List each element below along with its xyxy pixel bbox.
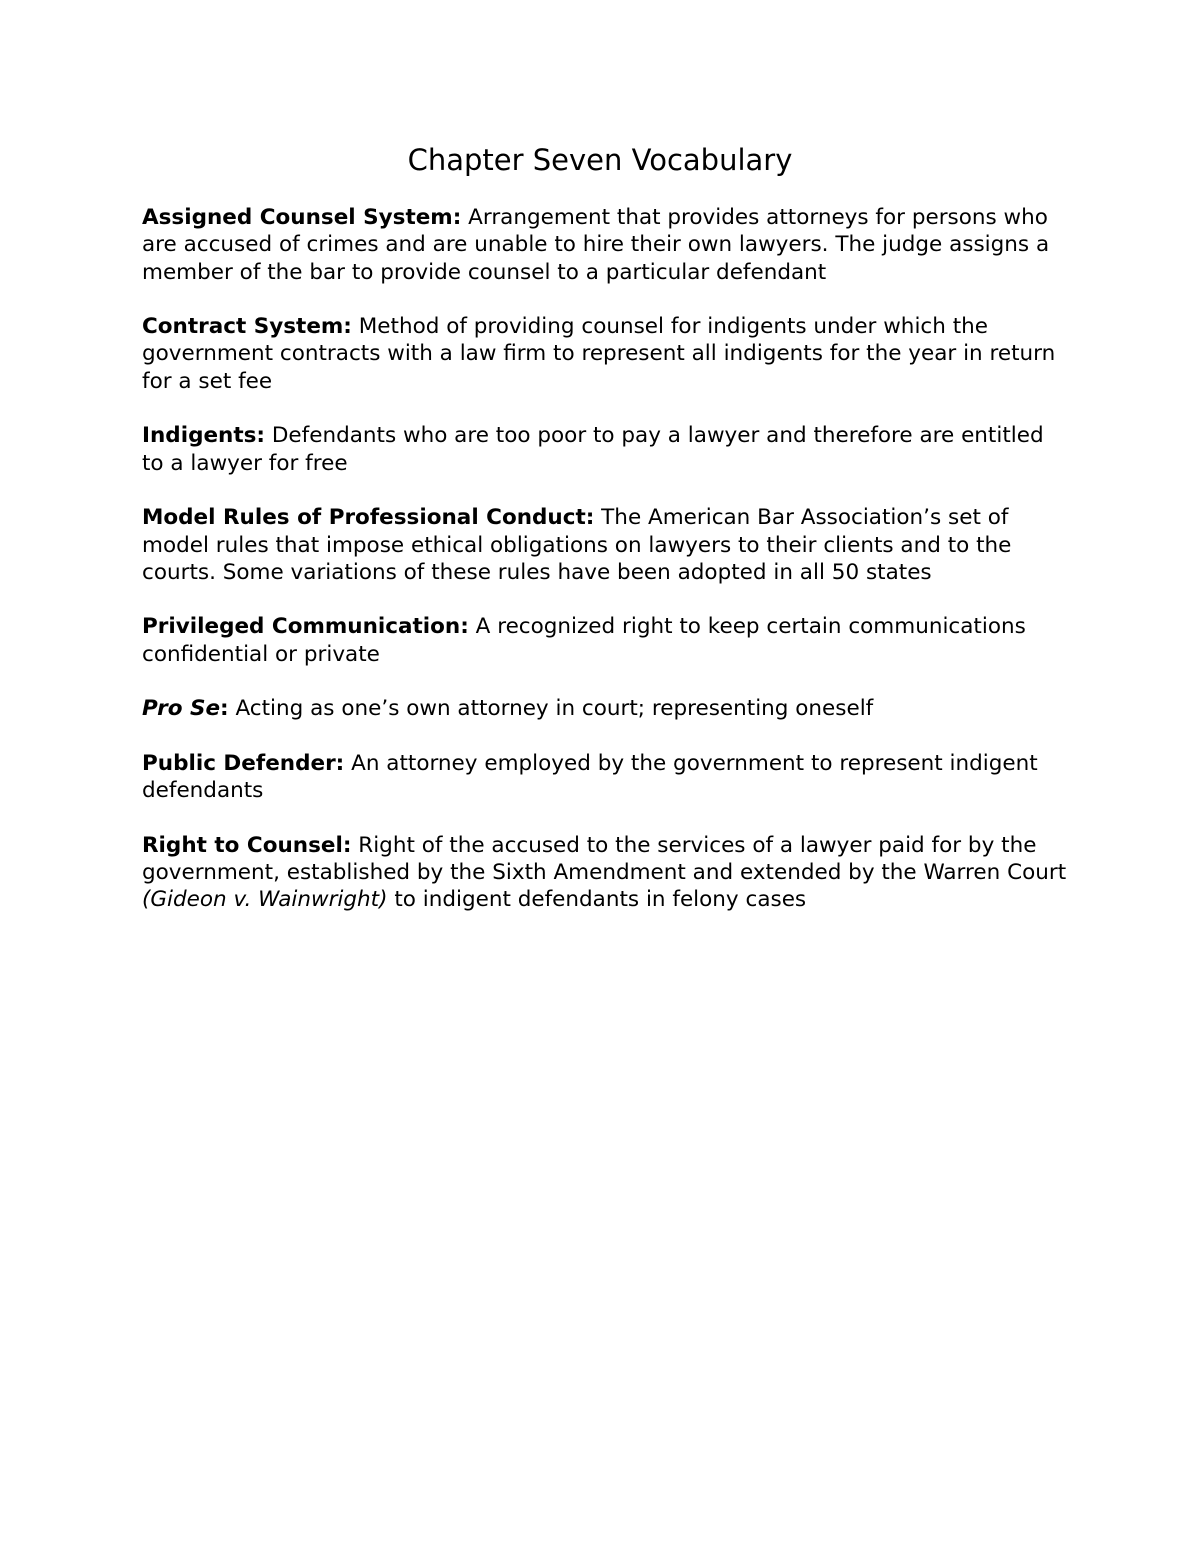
- vocabulary-entry: [142, 695, 1067, 722]
- vocabulary-definition: Right of the accused to the services of a lawyer paid for by the government, established by the Sixth Amendment and extended by the Warren Court: [142, 832, 1067, 886]
- vocabulary-definition: Method of providing counsel for indigents under which the government contracts with a law firm to represent all indigents for the year in return for a set fee: [142, 314, 1056, 394]
- vocabulary-term: Right to Counsel:: [142, 832, 352, 858]
- vocabulary-term: Assigned Counsel System:: [142, 205, 462, 230]
- vocabulary-definition: Arrangement that provides attorneys for persons who are accused of crimes and are unable to hire their own lawyers. The judge assigns a member of the bar to provide counsel to a particular defendant: [142, 205, 1050, 285]
- vocabulary-term-italic: Pro Se: [142, 696, 221, 722]
- vocabulary-list: [142, 204, 1067, 941]
- vocabulary-term: Model Rules of Professional Conduct:: [142, 505, 595, 531]
- vocabulary-entry: [142, 613, 1067, 668]
- vocabulary-definition: The American Bar Association’s set of model rules that impose ethical obligations on lawyers to their clients and to the courts. Some variations of these rules have been adopted in all 50 states: [142, 505, 1012, 585]
- vocabulary-term: Public Defender:: [142, 750, 345, 776]
- vocabulary-term: :: [220, 696, 229, 722]
- vocabulary-entry: [142, 422, 1067, 477]
- vocabulary-definition: An attorney employed by the government to represent indigent defendants: [142, 750, 1038, 804]
- vocabulary-term: Contract System:: [142, 314, 352, 340]
- vocabulary-definition: Acting as one’s own attorney in court; representing oneself: [228, 696, 874, 722]
- vocabulary-definition: A recognized right to keep certain communications confidential or private: [142, 614, 1026, 667]
- vocabulary-entry: [142, 313, 1067, 395]
- vocabulary-definition-end: to indigent defendants in felony cases: [387, 887, 807, 913]
- vocabulary-definition: Defendants who are too poor to pay a lawyer and therefore are entitled to a lawyer for free: [142, 423, 1044, 476]
- vocabulary-entry: [142, 204, 1067, 286]
- vocabulary-entry: [142, 504, 1067, 586]
- document-title: Chapter Seven Vocabulary: [407, 143, 793, 177]
- vocabulary-entry: [142, 750, 1067, 805]
- vocabulary-term: Privileged Communication:: [142, 614, 469, 640]
- vocabulary-entry: [142, 832, 1067, 914]
- case-citation: (Gideon v. Wainwright): [142, 887, 388, 913]
- vocabulary-term: Indigents:: [142, 423, 266, 449]
